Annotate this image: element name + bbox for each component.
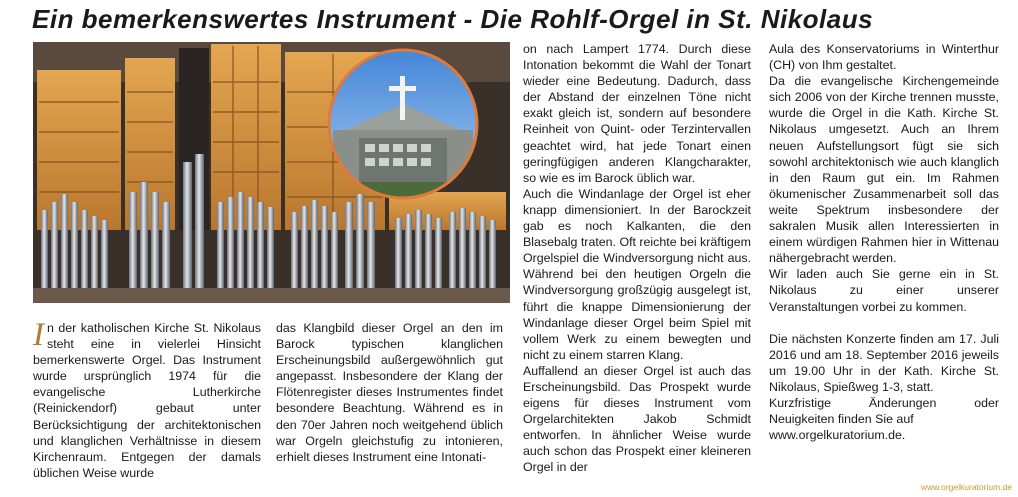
drop-cap: I (33, 317, 44, 353)
column-3-paragraph-2: Auch die Windanlage der Orgel ist eher knapp dimensioniert. In der Barockzeit gab es noch Kalkanten, die den Blasebalg traten. Oft reichte bei kräftigem Orgelspiel die Windversorgung nicht aus. Während bei den heutigen Orgeln die Windversorgung großzügig ausgelegt ist, führt die knappe Dimensionierung der Windanlage dieser Orgel beim Spiel mit vollem Werk zu einem bewegten und nicht zu einem starren Klang. (523, 186, 751, 362)
organ-photo (33, 42, 510, 303)
organ-illustration (33, 42, 510, 303)
column-4-paragraph-3: Wir laden auch Sie gerne ein in St. Nikolaus zu einer unserer Veranstaltungen vorbei zu kommen. (769, 267, 999, 314)
column-3-paragraph-3: Auffallend an dieser Orgel ist auch das Erscheinungsbild. Das Prospekt wurde eigens für dieses Instrument vom Orgelarchitekten Jakob Schmidt entworfen. In ähnlicher Weise wurde auch schon das Prospekt einer kleineren Orgel in der (523, 363, 751, 475)
text-column-3 (523, 41, 751, 476)
column-2-text: das Klangbild dieser Orgel an den im Barock typischen klanglichen Erscheinungsbild außergewöhnlich gut angepasst. Insbesondere der Klang der Flötenregister dieses Instrumentes findet besondere Beachtung. Während es in den 70er Jahren noch weitgehend üblich war Orgeln gleichstufig zu intonieren, erhielt dieses Instrument eine Intonati- (276, 321, 503, 464)
text-column-2 (276, 320, 503, 465)
page-title: Ein bemerkenswertes Instrument - Die Rohlf-Orgel in St. Nikolaus (32, 4, 874, 34)
website-link[interactable]: www.orgelkuratorium.de. (769, 428, 906, 443)
concert-dates-paragraph: Die nächsten Konzerte finden am 17. Juli 2016 und am 18. September 2016 jeweils um 19.00 Uhr in der Kath. Kirche St. Nikolaus, Spießweg 1-3, statt. (769, 331, 999, 394)
column-4-paragraph-1: Aula des Konservatoriums in Winterthur (CH) von Ihm gestaltet. (769, 42, 999, 73)
news-paragraph: Kurzfristige Änderungen oder Neuigkeiten finden Sie auf (769, 395, 999, 427)
footer-url[interactable]: www.orgelkuratorium.de (920, 482, 1012, 492)
text-column-1 (33, 317, 261, 481)
text-column-4 (769, 41, 999, 443)
column-1-text: n der katholischen Kirche St. Nikolaus steht eine in vielerlei Hinsicht bemerkenswerte Orgel. Das Instrument wurde ursprünglich 1974 für die evangelische Lutherkirche (Reinickendorf) gebaut unter Berücksichtigung der architektonischen und klanglichen Verhältnisse in diesem Kirchenraum. Entgegen der damals üblichen Weise wurde (33, 321, 261, 480)
column-4-paragraph-2: Da die evangelische Kirchengemeinde sich 2006 von der Kirche trennen musste, wurde die Orgel in die Kath. Kirche St. Nikolaus umgesetzt. Auch an Ihrem neuen Aufstellungsort fügt sie sich sowohl architektonisch wie auch klanglich in den Raum gut ein. Im Rahmen ökumenischer Zusammenarbeit soll das weite Spektrum insbesondere der sakralen Musik allen Interessierten in einem würdigen Rahmen hier in Wittenau nähergebracht werden. (769, 74, 999, 266)
column-3-paragraph-1: on nach Lampert 1774. Durch diese Intonation bekommt die Wahl der Tonart wieder eine Bedeutung. Dadurch, dass der Abstand der einzelnen Töne nicht exakt gleich ist, sondern auf besondere Reinheit von Quint- oder Terzintervallen geachtet wird, hat jede Tonart einen geringfügigen anderen Klangcharakter, so wie es im Barock üblich war. (523, 42, 751, 185)
